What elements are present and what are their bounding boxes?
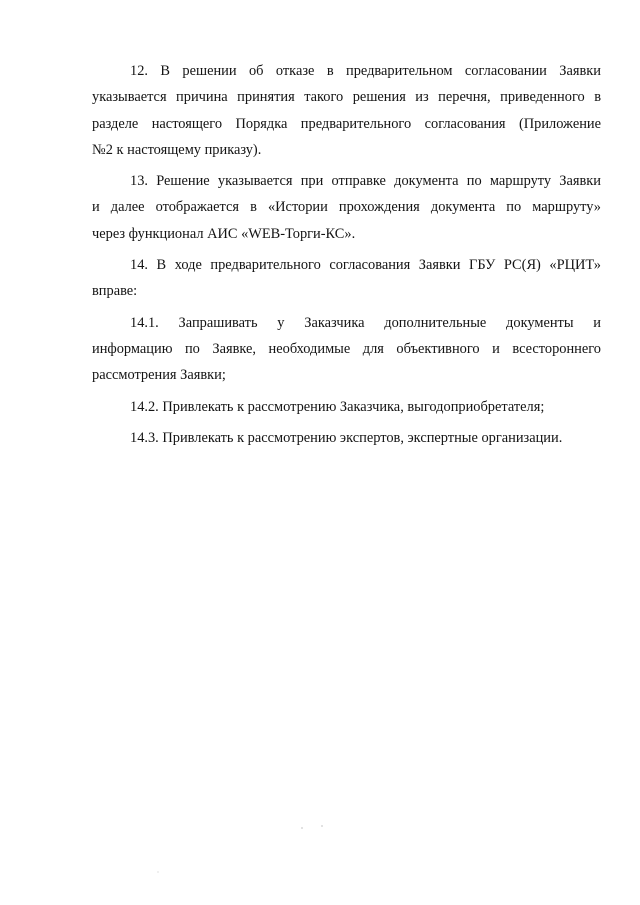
text-line: информацию по Заявке, необходимые для объективного и всестороннего [92, 340, 601, 357]
text-line: 13. Решение указывается при отправке документа по маршруту Заявки [130, 173, 601, 190]
text-line: указывается причина принятия такого решения из перечня, приведенного в [92, 89, 601, 106]
text-line: и далее отображается в «Истории прохождения документа по маршруту» [92, 199, 601, 216]
text-line: 14. В ходе предварительного согласования Заявки ГБУ РС(Я) «РЦИТ» [130, 257, 601, 274]
text-line: через функционал АИС «WEB-Торги-КС». [92, 225, 356, 242]
text-line: 14.1. Запрашивать у Заказчика дополнительные документы и [130, 314, 601, 331]
text-line: №2 к настоящему приказу). [92, 141, 262, 158]
text-line: вправе: [92, 283, 138, 300]
text-line: рассмотрения Заявки; [92, 367, 226, 384]
text-line: 14.3. Привлекать к рассмотрению экспертов, экспертные организации. [130, 429, 563, 446]
text-line: 14.2. Привлекать к рассмотрению Заказчика, выгодоприобретателя; [130, 398, 545, 415]
text-line: разделе настоящего Порядка предварительного согласования (Приложение [92, 115, 601, 132]
text-line: 12. В решении об отказе в предварительном согласовании Заявки [130, 63, 601, 79]
